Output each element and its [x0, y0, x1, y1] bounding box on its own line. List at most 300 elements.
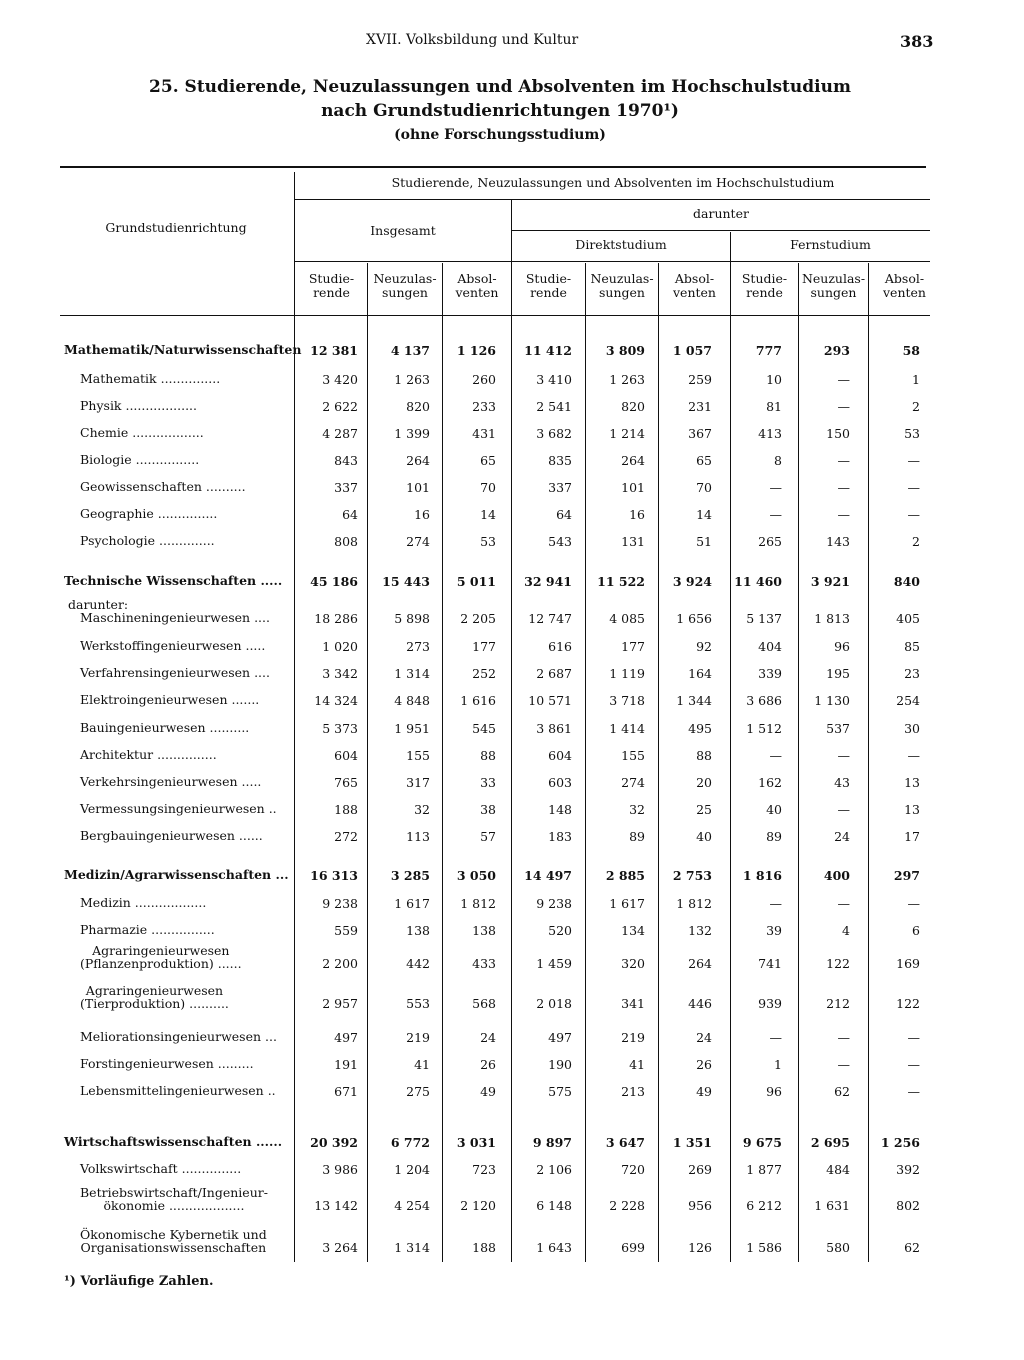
table-cell: 1 263 — [609, 372, 645, 387]
row-label: Verkehrsingenieurwesen ..... — [80, 774, 262, 789]
table-cell: 20 — [696, 775, 712, 790]
table-cell: 126 — [688, 1240, 712, 1255]
table-cell: 6 212 — [746, 1198, 782, 1213]
row-label: Maschineningenieurwesen .... — [80, 610, 270, 625]
table-cell: 840 — [893, 574, 920, 589]
table-cell: 413 — [758, 426, 782, 441]
table-cell: 265 — [758, 534, 782, 549]
table-cell: 843 — [334, 453, 358, 468]
table-cell: 1 616 — [460, 693, 496, 708]
table-cell: 320 — [621, 956, 645, 971]
table-cell: 272 — [334, 829, 358, 844]
table-cell: 269 — [688, 1162, 712, 1177]
table-cell: 16 — [629, 507, 645, 522]
table-cell: 4 137 — [390, 343, 430, 358]
table-cell: 275 — [406, 1084, 430, 1099]
header-darunter: darunter — [693, 206, 749, 221]
table-cell: 39 — [766, 923, 782, 938]
table-cell: 122 — [896, 996, 920, 1011]
header-neuzulassungen-7: Neuzulas- sungen — [801, 271, 866, 300]
row-label: Bauingenieurwesen .......... — [80, 720, 250, 735]
table-cell: 777 — [755, 343, 782, 358]
table-cell: 101 — [621, 480, 645, 495]
table-cell: 43 — [834, 775, 850, 790]
table-cell: 808 — [334, 534, 358, 549]
table-cell: 741 — [758, 956, 782, 971]
table-cell: 1 617 — [394, 896, 430, 911]
table-cell: 24 — [696, 1030, 712, 1045]
row-label: Bergbauingenieurwesen ...... — [80, 828, 263, 843]
table-cell: 405 — [896, 611, 920, 626]
table-cell: 5 898 — [394, 611, 430, 626]
header-studierende-0: Studie- rende — [308, 271, 355, 300]
table-cell: 13 142 — [314, 1198, 358, 1213]
table-cell: 2 541 — [536, 399, 572, 414]
table-cell: 143 — [826, 534, 850, 549]
table-cell: 3 921 — [810, 574, 850, 589]
table-cell: 9 675 — [742, 1135, 782, 1150]
table-cell: 11 412 — [524, 343, 572, 358]
table-cell: 431 — [472, 426, 496, 441]
row-label: Betriebswirtschaft/Ingenieur- ökonomie ................... — [80, 1185, 268, 1213]
table-cell: 51 — [696, 534, 712, 549]
table-cell: 2 695 — [810, 1135, 850, 1150]
table-cell: 603 — [548, 775, 572, 790]
row-label: Architektur ............... — [80, 747, 217, 762]
table-cell: 9 897 — [532, 1135, 572, 1150]
table-cell: 543 — [548, 534, 572, 549]
table-cell: 162 — [758, 775, 782, 790]
table-cell: 30 — [904, 721, 920, 736]
table-cell: 9 238 — [536, 896, 572, 911]
darunter-rule — [512, 230, 930, 231]
header-fernstudium: Fernstudium — [790, 237, 871, 252]
table-cell: 264 — [406, 453, 430, 468]
table-cell: 3 686 — [746, 693, 782, 708]
table-cell: 12 381 — [310, 343, 358, 358]
table-cell: — — [769, 748, 782, 763]
table-cell: 40 — [766, 802, 782, 817]
table-cell: 392 — [896, 1162, 920, 1177]
table-cell: 1 344 — [676, 693, 712, 708]
table-cell: 88 — [480, 748, 496, 763]
header-absolventen-8: Absol- venten — [883, 271, 926, 300]
header-neuzulassungen-4: Neuzulas- sungen — [590, 271, 654, 300]
table-cell: — — [837, 802, 850, 817]
table-cell: — — [769, 480, 782, 495]
table-cell: 96 — [766, 1084, 782, 1099]
table-cell: 400 — [823, 868, 850, 883]
row-label: Vermessungsingenieurwesen .. — [80, 801, 277, 816]
row-label: Technische Wissenschaften ..... — [64, 573, 283, 588]
table-title: 25. Studierende, Neuzulassungen und Absolventen im Hochschulstudium — [149, 77, 851, 97]
table-cell: 293 — [823, 343, 850, 358]
table-cell: 41 — [629, 1057, 645, 1072]
table-cell: 1 314 — [394, 1240, 430, 1255]
row-label: Geowissenschaften .......... — [80, 479, 246, 494]
table-cell: 20 392 — [310, 1135, 358, 1150]
table-cell: 3 682 — [536, 426, 572, 441]
table-cell: 14 324 — [314, 693, 358, 708]
header-direktstudium: Direktstudium — [575, 237, 667, 252]
table-cell: 101 — [406, 480, 430, 495]
table-cell: 699 — [621, 1240, 645, 1255]
table-cell: 195 — [826, 666, 850, 681]
table-cell: 13 — [904, 775, 920, 790]
table-cell: 723 — [472, 1162, 496, 1177]
row-label: Volkswirtschaft ............... — [80, 1161, 242, 1176]
table-cell: 26 — [480, 1057, 496, 1072]
table-cell: — — [837, 1030, 850, 1045]
table-cell: 559 — [334, 923, 358, 938]
table-cell: 1 812 — [460, 896, 496, 911]
table-cell: 1 130 — [814, 693, 850, 708]
table-cell: 3 647 — [605, 1135, 645, 1150]
table-cell: — — [907, 1057, 920, 1072]
row-label: Elektroingenieurwesen ....... — [80, 692, 260, 707]
table-cell: 497 — [548, 1030, 572, 1045]
table-cell: 11 522 — [597, 574, 645, 589]
table-cell: 32 — [414, 802, 430, 817]
row-label: Psychologie .............. — [80, 533, 215, 548]
table-cell: 3 285 — [390, 868, 430, 883]
table-cell: 138 — [406, 923, 430, 938]
table-cell: — — [907, 480, 920, 495]
table-cell: 53 — [480, 534, 496, 549]
table-cell: 1 204 — [394, 1162, 430, 1177]
table-cell: — — [907, 896, 920, 911]
table-cell: 177 — [472, 639, 496, 654]
table-cell: 604 — [334, 748, 358, 763]
table-cell: 1 314 — [394, 666, 430, 681]
table-cell: — — [769, 507, 782, 522]
table-cell: 1 812 — [676, 896, 712, 911]
table-cell: 1 631 — [814, 1198, 850, 1213]
table-cell: 138 — [472, 923, 496, 938]
table-cell: 1 586 — [746, 1240, 782, 1255]
table-cell: — — [837, 453, 850, 468]
table-cell: 64 — [556, 507, 572, 522]
table-cell: 12 747 — [528, 611, 572, 626]
table-cell: 3 031 — [456, 1135, 496, 1150]
table-cell: 2 228 — [609, 1198, 645, 1213]
table-cell: 820 — [406, 399, 430, 414]
table-cell: 568 — [472, 996, 496, 1011]
table-cell: 1 057 — [672, 343, 712, 358]
table-cell: 6 772 — [390, 1135, 430, 1150]
table-cell: 155 — [406, 748, 430, 763]
table-cell: 2 — [912, 399, 920, 414]
table-cell: 820 — [621, 399, 645, 414]
table-cell: 339 — [758, 666, 782, 681]
row-label: Medizin .................. — [80, 895, 207, 910]
page-number: 383 — [900, 32, 934, 51]
table-cell: 765 — [334, 775, 358, 790]
header-studierende-6: Studie- rende — [741, 271, 788, 300]
table-cell: — — [907, 453, 920, 468]
table-cell: 134 — [621, 923, 645, 938]
table-cell: 3 410 — [536, 372, 572, 387]
table-cell: 2 687 — [536, 666, 572, 681]
table-cell: 341 — [621, 996, 645, 1011]
table-cell: 164 — [688, 666, 712, 681]
table-cell: 1 816 — [742, 868, 782, 883]
table-cell: 264 — [621, 453, 645, 468]
row-label: Biologie ................ — [80, 452, 200, 467]
table-cell: — — [837, 896, 850, 911]
table-cell: 14 — [480, 507, 496, 522]
table-cell: 2 205 — [460, 611, 496, 626]
row-label: Werkstoffingenieurwesen ..... — [80, 638, 266, 653]
table-cell: 2 106 — [536, 1162, 572, 1177]
row-label: Meliorationsingenieurwesen ... — [80, 1029, 277, 1044]
table-cell: 835 — [548, 453, 572, 468]
table-cell: 2 — [912, 534, 920, 549]
row-label: Physik .................. — [80, 398, 198, 413]
table-cell: 1 414 — [609, 721, 645, 736]
table-cell: 1 813 — [814, 611, 850, 626]
table-cell: 367 — [688, 426, 712, 441]
table-cell: 3 342 — [322, 666, 358, 681]
table-cell: 45 186 — [310, 574, 358, 589]
table-cell: 2 957 — [322, 996, 358, 1011]
table-cell: 495 — [688, 721, 712, 736]
table-cell: 70 — [696, 480, 712, 495]
row-label: Ökonomische Kybernetik und Organisationswissenschaften — [80, 1227, 267, 1255]
table-cell: 177 — [621, 639, 645, 654]
table-cell: 484 — [826, 1162, 850, 1177]
table-cell: 3 420 — [322, 372, 358, 387]
table-cell: 3 050 — [456, 868, 496, 883]
table-cell: 3 718 — [609, 693, 645, 708]
row-label: Mathematik/Naturwissenschaften — [64, 342, 302, 357]
table-cell: 260 — [472, 372, 496, 387]
header-absolventen-2: Absol- venten — [455, 271, 499, 300]
subgroup-rule — [295, 261, 930, 262]
table-cell: 57 — [480, 829, 496, 844]
table-cell: 26 — [696, 1057, 712, 1072]
table-cell: — — [837, 399, 850, 414]
table-cell: 254 — [896, 693, 920, 708]
header-rule — [295, 199, 930, 200]
table-cell: 10 571 — [528, 693, 572, 708]
table-cell: — — [907, 1084, 920, 1099]
table-cell: — — [907, 1030, 920, 1045]
table-cell: 1 399 — [394, 426, 430, 441]
table-cell: 233 — [472, 399, 496, 414]
table-cell: 11 460 — [734, 574, 782, 589]
table-cell: 1 119 — [609, 666, 645, 681]
table-cell: 956 — [688, 1198, 712, 1213]
table-cell: 553 — [406, 996, 430, 1011]
table-cell: — — [769, 1030, 782, 1045]
table-cell: 1 020 — [322, 639, 358, 654]
table-cell: 2 753 — [672, 868, 712, 883]
table-cell: 274 — [406, 534, 430, 549]
table-cell: 150 — [826, 426, 850, 441]
table-subtitle: (ohne Forschungsstudium) — [394, 127, 606, 143]
table-cell: 155 — [621, 748, 645, 763]
table-cell: 49 — [696, 1084, 712, 1099]
table-cell: 616 — [548, 639, 572, 654]
table-cell: 89 — [629, 829, 645, 844]
table-cell: 40 — [696, 829, 712, 844]
chapter-header: XVII. Volksbildung und Kultur — [366, 32, 579, 48]
table-cell: 2 018 — [536, 996, 572, 1011]
table-cell: 191 — [334, 1057, 358, 1072]
table-cell: 16 — [414, 507, 430, 522]
table-cell: 13 — [904, 802, 920, 817]
table-cell: 53 — [904, 426, 920, 441]
table-cell: 8 — [774, 453, 782, 468]
table-cell: 1 263 — [394, 372, 430, 387]
table-cell: 1 877 — [746, 1162, 782, 1177]
table-cell: 10 — [766, 372, 782, 387]
table-cell: 1 214 — [609, 426, 645, 441]
table-cell: 4 085 — [609, 611, 645, 626]
header-absolventen-5: Absol- venten — [673, 271, 716, 300]
row-label: Lebensmittelingenieurwesen .. — [80, 1083, 276, 1098]
table-cell: 65 — [480, 453, 496, 468]
table-cell: 1 126 — [456, 343, 496, 358]
table-cell: 49 — [480, 1084, 496, 1099]
row-label: Forstingenieurwesen ......... — [80, 1056, 254, 1071]
table-cell: 442 — [406, 956, 430, 971]
table-cell: 2 622 — [322, 399, 358, 414]
table-cell: 1 617 — [609, 896, 645, 911]
table-cell: 65 — [696, 453, 712, 468]
table-cell: 122 — [826, 956, 850, 971]
table-cell: 33 — [480, 775, 496, 790]
table-cell: 32 941 — [524, 574, 572, 589]
table-cell: 580 — [826, 1240, 850, 1255]
table-cell: 520 — [548, 923, 572, 938]
table-cell: 939 — [758, 996, 782, 1011]
table-cell: 131 — [621, 534, 645, 549]
table-cell: 9 238 — [322, 896, 358, 911]
table-cell: 219 — [621, 1030, 645, 1045]
table-cell: 18 286 — [314, 611, 358, 626]
table-cell: 190 — [548, 1057, 572, 1072]
table-cell: 720 — [621, 1162, 645, 1177]
table-cell: 1 459 — [536, 956, 572, 971]
row-label: Verfahrensingenieurwesen .... — [80, 665, 270, 680]
header-bottom-rule — [60, 315, 930, 316]
table-cell: 70 — [480, 480, 496, 495]
table-cell: 32 — [629, 802, 645, 817]
table-cell: 3 924 — [672, 574, 712, 589]
table-cell: 113 — [406, 829, 430, 844]
table-cell: 3 861 — [536, 721, 572, 736]
table-cell: — — [837, 507, 850, 522]
table-cell: 5 137 — [746, 611, 782, 626]
table-cell: 273 — [406, 639, 430, 654]
table-cell: 41 — [414, 1057, 430, 1072]
table-cell: 219 — [406, 1030, 430, 1045]
row-label: Agraringenieurwesen (Tierproduktion) .......... — [80, 983, 229, 1011]
table-cell: 62 — [834, 1084, 850, 1099]
table-cell: 537 — [826, 721, 850, 736]
table-cell: 1 351 — [672, 1135, 712, 1150]
table-cell: 497 — [334, 1030, 358, 1045]
table-cell: 1 951 — [394, 721, 430, 736]
table-cell: 1 512 — [746, 721, 782, 736]
table-cell: — — [907, 507, 920, 522]
table-cell: 5 011 — [456, 574, 496, 589]
table-cell: 85 — [904, 639, 920, 654]
table-cell: 24 — [480, 1030, 496, 1045]
table-cell: 274 — [621, 775, 645, 790]
header-studierende-3: Studie- rende — [525, 271, 572, 300]
table-cell: 802 — [896, 1198, 920, 1213]
table-cell: 14 — [696, 507, 712, 522]
table-top-rule — [60, 166, 926, 168]
table-cell: 337 — [548, 480, 572, 495]
table-cell: 1 — [912, 372, 920, 387]
table-cell: 297 — [893, 868, 920, 883]
table-cell: 89 — [766, 829, 782, 844]
row-label: Wirtschaftswissenschaften ...... — [64, 1134, 283, 1149]
table-cell: 92 — [696, 639, 712, 654]
row-label: Mathematik ............... — [80, 371, 221, 386]
table-cell: 25 — [696, 802, 712, 817]
row-label: darunter: — [68, 597, 129, 612]
table-cell: — — [837, 372, 850, 387]
table-cell: 188 — [334, 802, 358, 817]
table-cell: 317 — [406, 775, 430, 790]
table-cell: 575 — [548, 1084, 572, 1099]
row-label: Pharmazie ................ — [80, 922, 215, 937]
table-cell: 4 287 — [322, 426, 358, 441]
header-top: Studierende, Neuzulassungen und Absolventen im Hochschulstudium — [391, 175, 835, 190]
table-cell: 23 — [904, 666, 920, 681]
table-cell: 5 373 — [322, 721, 358, 736]
table-cell: 6 — [912, 923, 920, 938]
table-cell: 81 — [766, 399, 782, 414]
table-cell: 2 885 — [605, 868, 645, 883]
table-cell: 169 — [896, 956, 920, 971]
table-cell: 404 — [758, 639, 782, 654]
table-cell: 264 — [688, 956, 712, 971]
table-cell: 64 — [342, 507, 358, 522]
table-cell: 183 — [548, 829, 572, 844]
row-label: Medizin/Agrarwissenschaften ... — [64, 867, 289, 882]
table-cell: 2 120 — [460, 1198, 496, 1213]
table-cell: 16 313 — [310, 868, 358, 883]
table-cell: 1 656 — [676, 611, 712, 626]
table-cell: 231 — [688, 399, 712, 414]
table-cell: 15 443 — [382, 574, 430, 589]
table-cell: 24 — [834, 829, 850, 844]
table-cell: 671 — [334, 1084, 358, 1099]
table-cell: 4 254 — [394, 1198, 430, 1213]
table-cell: 212 — [826, 996, 850, 1011]
table-cell: — — [907, 748, 920, 763]
table-cell: 337 — [334, 480, 358, 495]
table-cell: 1 — [774, 1057, 782, 1072]
table-cell: 188 — [472, 1240, 496, 1255]
table-cell: 132 — [688, 923, 712, 938]
table-cell: 14 497 — [524, 868, 572, 883]
table-cell: 213 — [621, 1084, 645, 1099]
table-cell: — — [837, 748, 850, 763]
header-insgesamt: Insgesamt — [370, 223, 436, 238]
table-cell: 433 — [472, 956, 496, 971]
table-cell: 3 264 — [322, 1240, 358, 1255]
table-cell: 2 200 — [322, 956, 358, 971]
table-cell: 17 — [904, 829, 920, 844]
table-cell: 446 — [688, 996, 712, 1011]
